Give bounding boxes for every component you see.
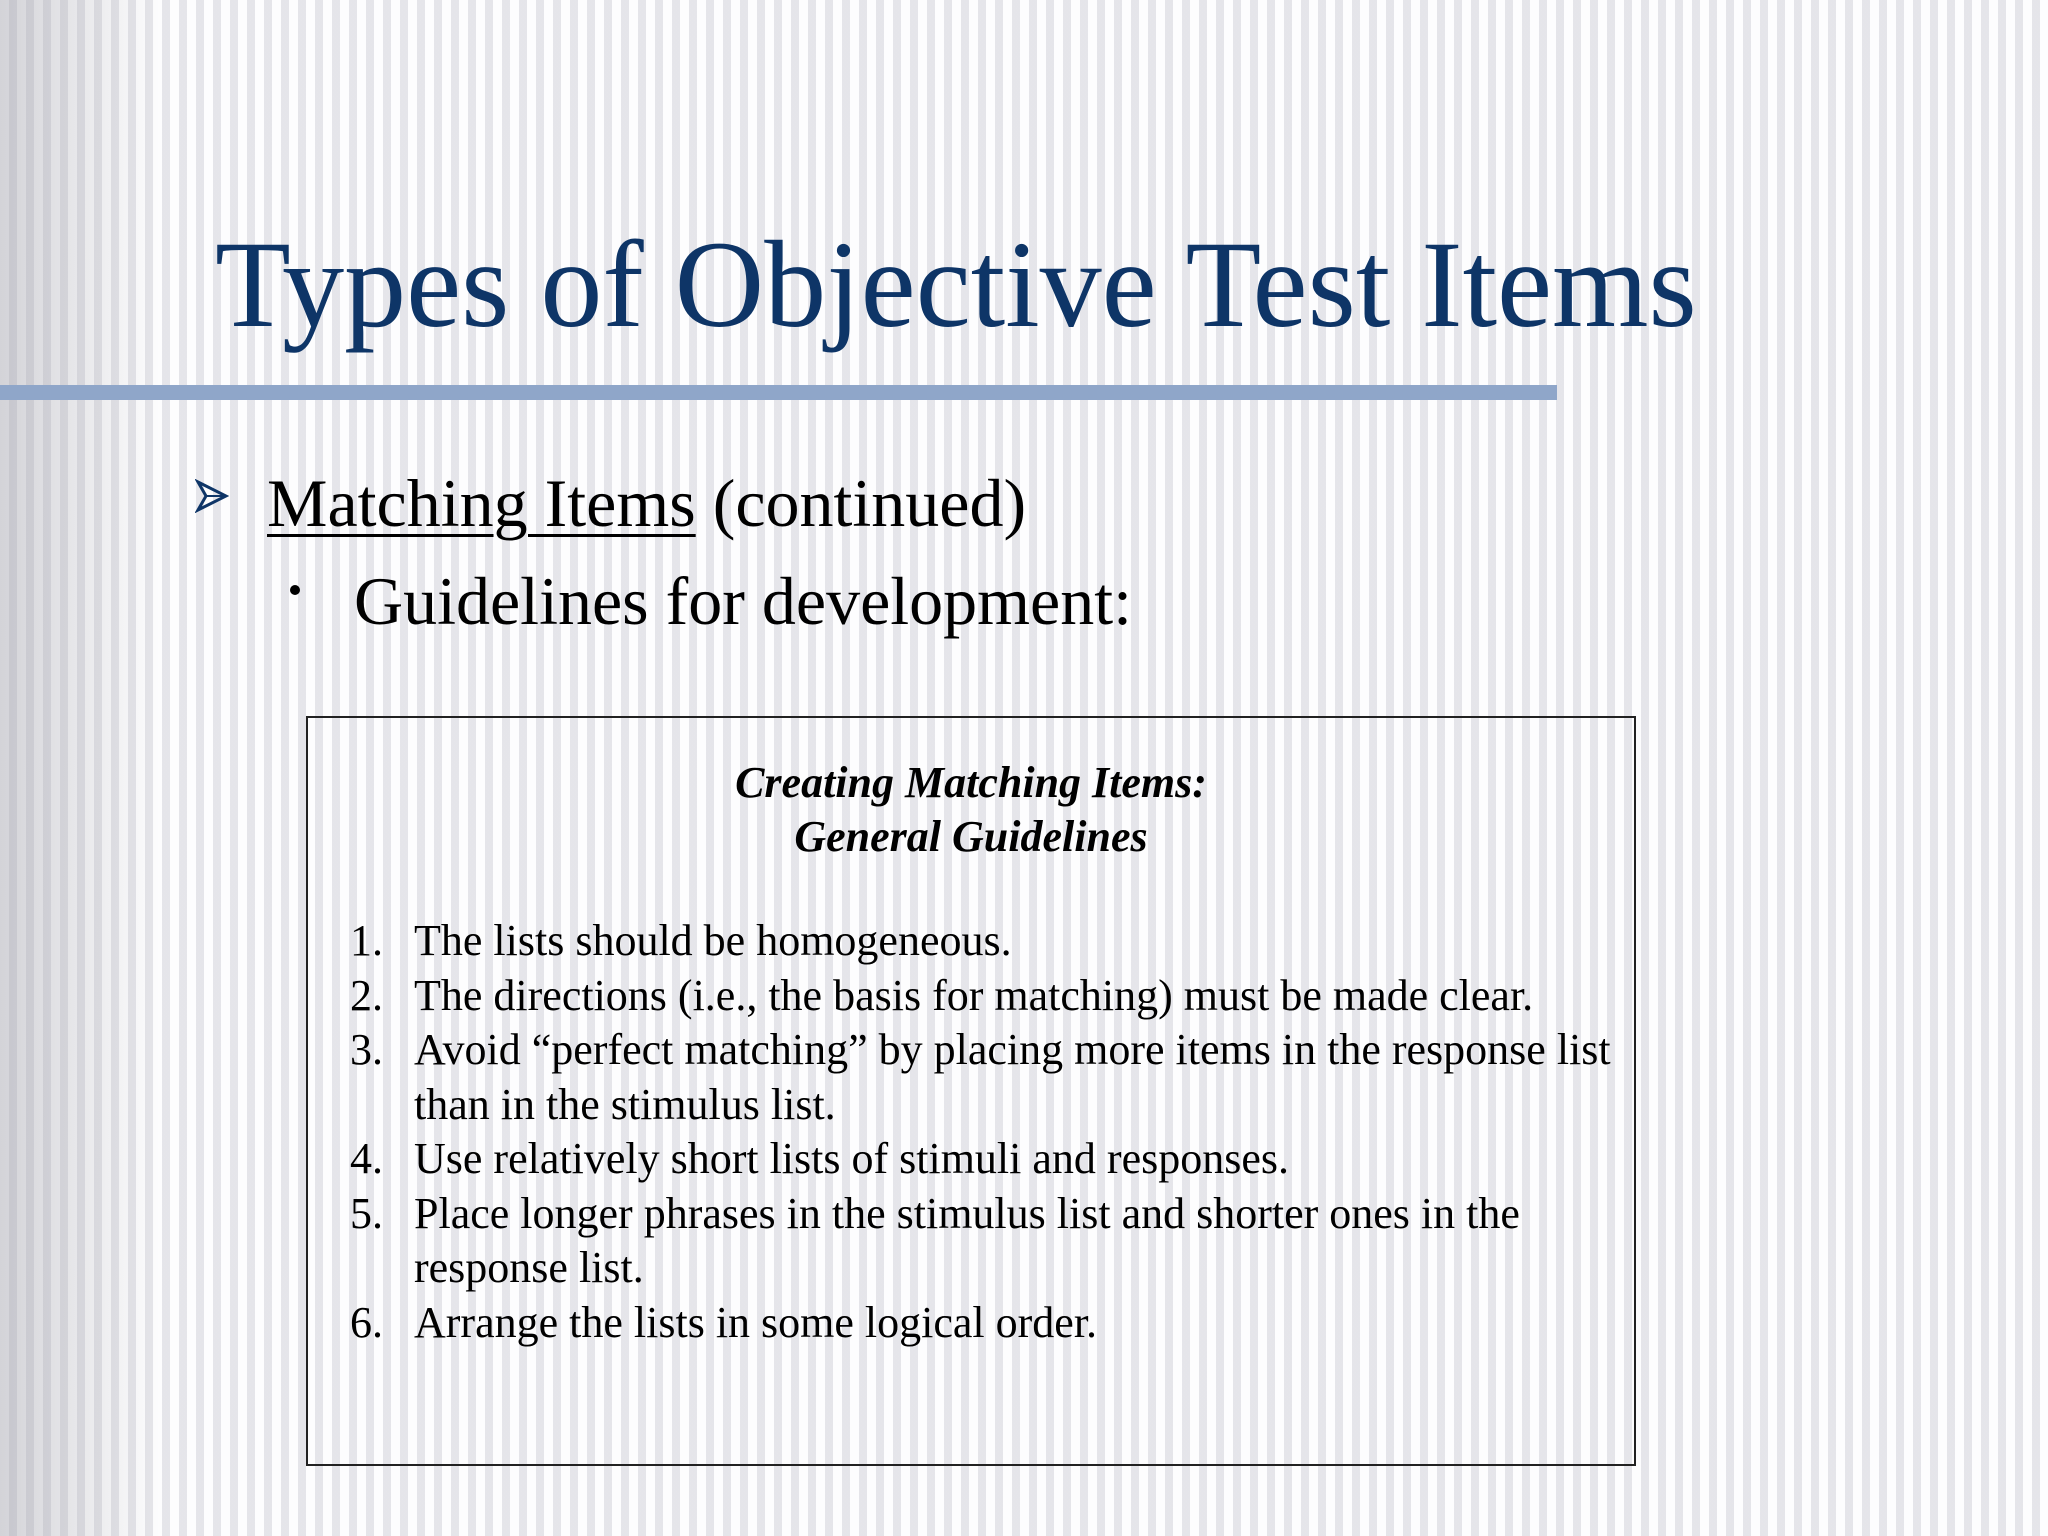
- bullet-matching-items: [195, 458, 1026, 548]
- list-item-text: The directions (i.e., the basis for matching) must be made clear.: [414, 970, 1534, 1020]
- list-item: [350, 969, 1620, 1024]
- list-item-text: Place longer phrases in the stimulus list and shorter ones in the response list.: [414, 1188, 1520, 1292]
- dot-bullet-icon: [290, 585, 300, 595]
- bullet-guidelines-label: Guidelines for development:: [354, 563, 1133, 639]
- list-item-number: 1.: [350, 916, 383, 965]
- list-item: [350, 1187, 1620, 1296]
- matching-items-underlined: Matching Items: [267, 465, 696, 541]
- list-item-number: 4.: [350, 1134, 383, 1183]
- list-item-text: Use relatively short lists of stimuli and responses.: [414, 1134, 1289, 1183]
- list-item-text: The lists should be homogeneous.: [414, 916, 1012, 965]
- guidelines-box-heading: [308, 756, 1634, 864]
- list-item: [350, 1132, 1620, 1187]
- list-item-number: 6.: [350, 1297, 383, 1347]
- bullet-guidelines: [290, 556, 1132, 646]
- list-item-text: Avoid “perfect matching” by placing more items in the response list than in the stimulus list.: [414, 1025, 1611, 1129]
- title-divider: [0, 385, 1557, 400]
- list-item-text: Arrange the lists in some logical order.: [414, 1297, 1098, 1347]
- matching-items-continued: (continued): [695, 465, 1027, 541]
- guidelines-heading-line2: General Guidelines: [794, 812, 1148, 861]
- list-item: [350, 1023, 1620, 1132]
- slide-title: Types of Objective Test Items: [215, 216, 1697, 353]
- list-item-number: 5.: [350, 1188, 383, 1238]
- bullet-matching-items-label: [267, 458, 1026, 548]
- arrow-bullet-icon: [195, 479, 229, 513]
- list-item: [350, 1296, 1620, 1351]
- guidelines-list: [350, 914, 1620, 1350]
- list-item-number: 3.: [350, 1025, 383, 1074]
- guidelines-heading-line1: Creating Matching Items:: [735, 758, 1207, 807]
- guidelines-box: [306, 716, 1636, 1466]
- list-item-number: 2.: [350, 970, 383, 1020]
- list-item: [350, 914, 1620, 969]
